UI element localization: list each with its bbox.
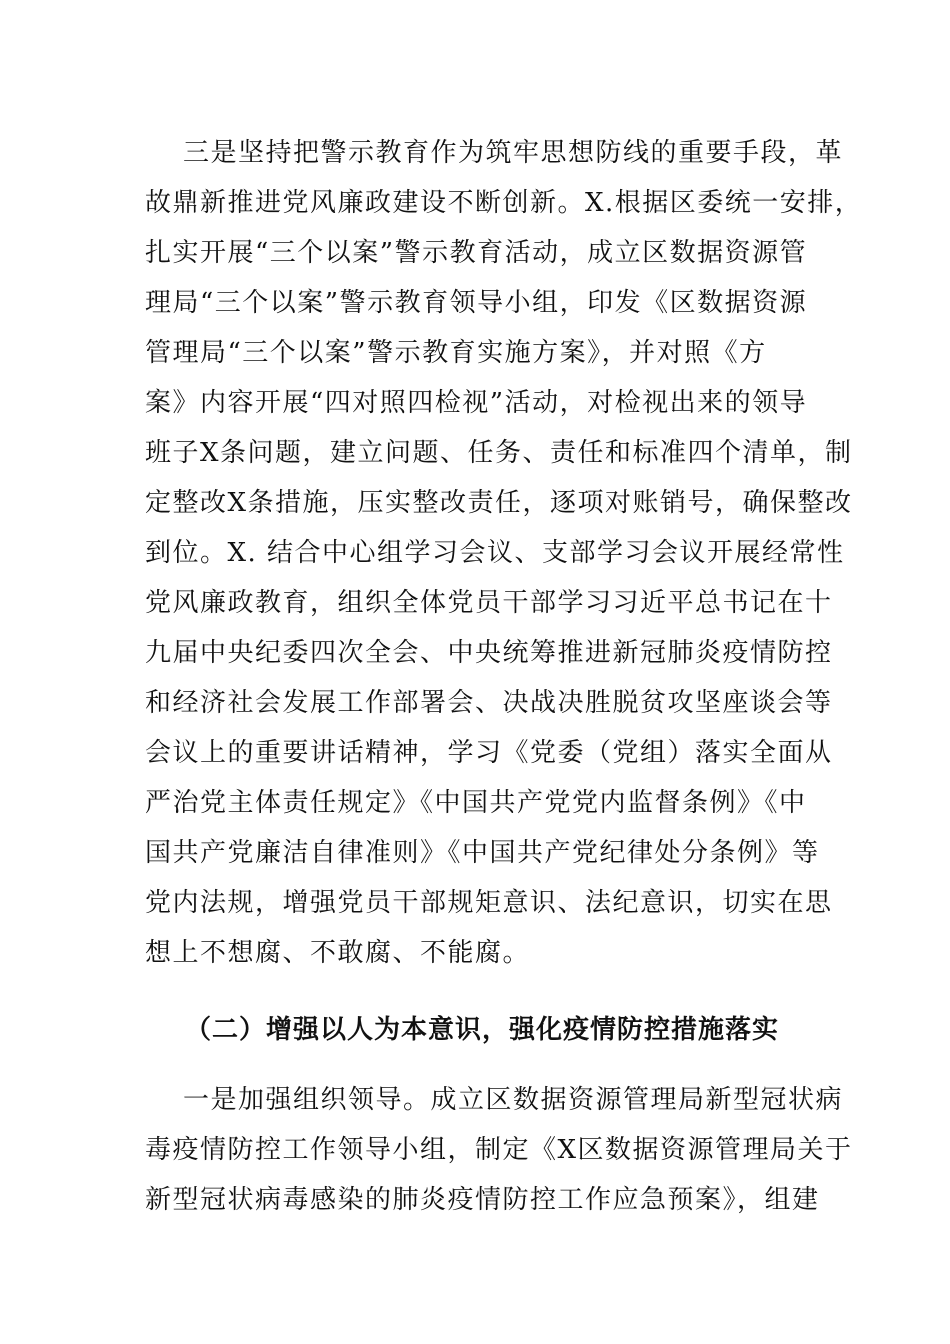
paragraph-2-line-2: 毒疫情防控工作领导小组，制定《X区数据资源管理局关于	[145, 1135, 853, 1165]
paragraph-1-line-13: 会议上的重要讲话精神，学习《党委（党组）落实全面从	[145, 738, 833, 768]
section-heading: （二）增强以人为本意识，强化疫情防控措施落实	[185, 1015, 780, 1045]
paragraph-1-line-9: 到位。X. 结合中心组学习会议、支部学习会议开展经常性	[145, 538, 845, 568]
paragraph-1-line-6: 案》内容开展“四对照四检视”活动，对检视出来的领导	[145, 388, 808, 418]
paragraph-1-line-3: 扎实开展“三个以案”警示教育活动，成立区数据资源管	[145, 238, 808, 268]
paragraph-1-line-16: 党内法规，增强党员干部规矩意识、法纪意识，切实在思	[145, 888, 833, 918]
paragraph-1-line-12: 和经济社会发展工作部署会、决战决胜脱贫攻坚座谈会等	[145, 688, 833, 718]
paragraph-1-line-15: 国共产党廉洁自律准则》《中国共产党纪律处分条例》等	[145, 838, 820, 868]
paragraph-1-line-1: 三是坚持把警示教育作为筑牢思想防线的重要手段，革	[183, 138, 844, 168]
paragraph-2-line-1: 一是加强组织领导。成立区数据资源管理局新型冠状病	[183, 1085, 844, 1115]
paragraph-1-line-4: 理局“三个以案”警示教育领导小组，印发《区数据资源	[145, 288, 808, 318]
paragraph-1-line-14: 严治党主体责任规定》《中国共产党党内监督条例》《中	[145, 788, 807, 818]
paragraph-1-line-11: 九届中央纪委四次全会、中央统筹推进新冠肺炎疫情防控	[145, 638, 833, 668]
paragraph-1-line-7: 班子X条问题，建立问题、任务、责任和标准四个清单，制	[145, 438, 853, 468]
paragraph-1-line-10: 党风廉政教育，组织全体党员干部学习习近平总书记在十	[145, 588, 833, 618]
paragraph-2-line-3: 新型冠状病毒感染的肺炎疫情防控工作应急预案》，组建	[145, 1185, 820, 1215]
paragraph-1-line-2: 故鼎新推进党风廉政建设不断创新。X.根据区委统一安排，	[145, 188, 863, 218]
paragraph-1-line-5: 管理局“三个以案”警示教育实施方案》，并对照《方	[145, 338, 767, 368]
paragraph-1-line-8: 定整改X条措施，压实整改责任，逐项对账销号，确保整改	[145, 488, 853, 518]
paragraph-1-line-17: 想上不想腐、不敢腐、不能腐。	[145, 938, 531, 968]
